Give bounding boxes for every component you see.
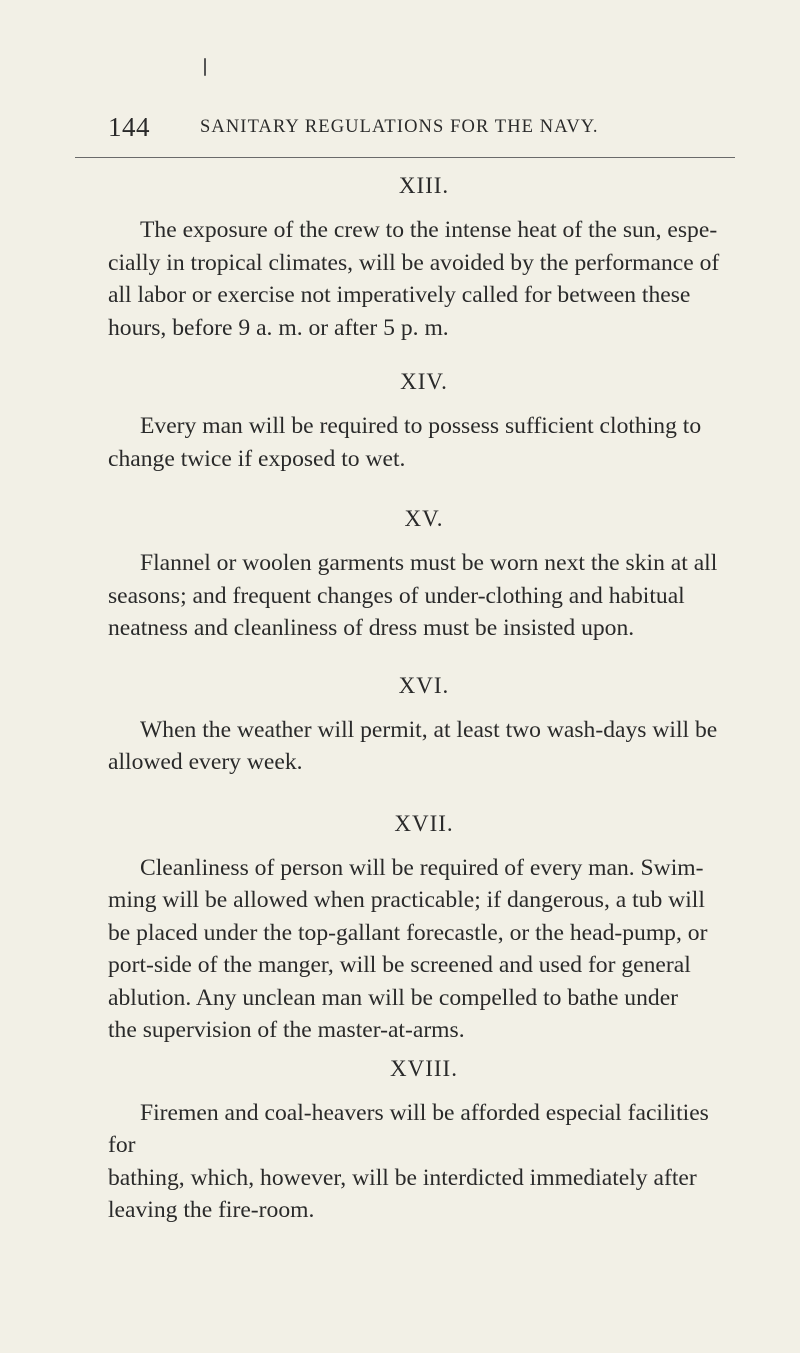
paragraph-line: Flannel or woolen garments must be worn next the skin at all: [140, 550, 718, 576]
section-paragraph: [108, 410, 740, 475]
section-paragraph: [108, 714, 740, 779]
paragraph-line: leaving the fire-room.: [108, 1197, 315, 1223]
section-paragraph: [108, 852, 740, 1047]
header-rule: [75, 157, 735, 158]
paragraph-line: seasons; and frequent changes of under-clothing and habitual: [108, 582, 685, 609]
running-title: SANITARY REGULATIONS FOR THE NAVY.: [200, 117, 599, 137]
regulation-sections: [108, 172, 740, 1247]
paragraph-line: bathing, which, however, will be interdicted immediately after: [108, 1164, 697, 1191]
paragraph-line: Every man will be required to possess sufficient clothing to: [140, 413, 702, 439]
paragraph-line: Firemen and coal-heavers will be afforded especial facilities for: [108, 1099, 709, 1158]
paragraph-line: ablution. Any unclean man will be compelled to bathe under: [108, 984, 679, 1011]
section-paragraph: [108, 1097, 740, 1227]
section-heading: XIV.: [400, 369, 448, 394]
page-number: 144: [108, 112, 150, 142]
section-heading: XVII.: [394, 810, 454, 836]
paragraph-line: be placed under the top-gallant forecastle, or the head-pump, or: [108, 919, 708, 946]
paragraph-line: Cleanliness of person will be required of every man. Swim-: [140, 854, 704, 881]
paragraph-line: cially in tropical climates, will be avoided by the performance of: [108, 249, 720, 276]
paragraph-line: ming will be allowed when practicable; if dangerous, a tub will: [108, 887, 705, 913]
paragraph-line: When the weather will permit, at least two wash-days will be: [140, 716, 718, 743]
paragraph-line: the supervision of the master-at-arms.: [108, 1017, 465, 1043]
paragraph-line: The exposure of the crew to the intense heat of the sun, espe-: [140, 217, 718, 243]
paragraph-line: allowed every week.: [108, 749, 303, 775]
paragraph-line: all labor or exercise not imperatively called for between these: [108, 282, 691, 308]
paragraph-line: hours, before 9 a. m. or after 5 p. m.: [108, 314, 449, 341]
section-heading: XVIII.: [390, 1055, 458, 1081]
section-paragraph: [108, 547, 740, 645]
section-heading: XV.: [404, 506, 444, 531]
section-heading: XIII.: [398, 173, 450, 198]
section-heading: XVI.: [398, 672, 450, 698]
paragraph-line: neatness and cleanliness of dress must be insisted upon.: [108, 615, 635, 641]
section-paragraph: [108, 214, 740, 344]
running-head: [108, 112, 748, 144]
paragraph-line: change twice if exposed to wet.: [108, 445, 406, 472]
page-speck: [204, 58, 206, 76]
paragraph-line: port-side of the manger, will be screened and used for general: [108, 952, 691, 978]
